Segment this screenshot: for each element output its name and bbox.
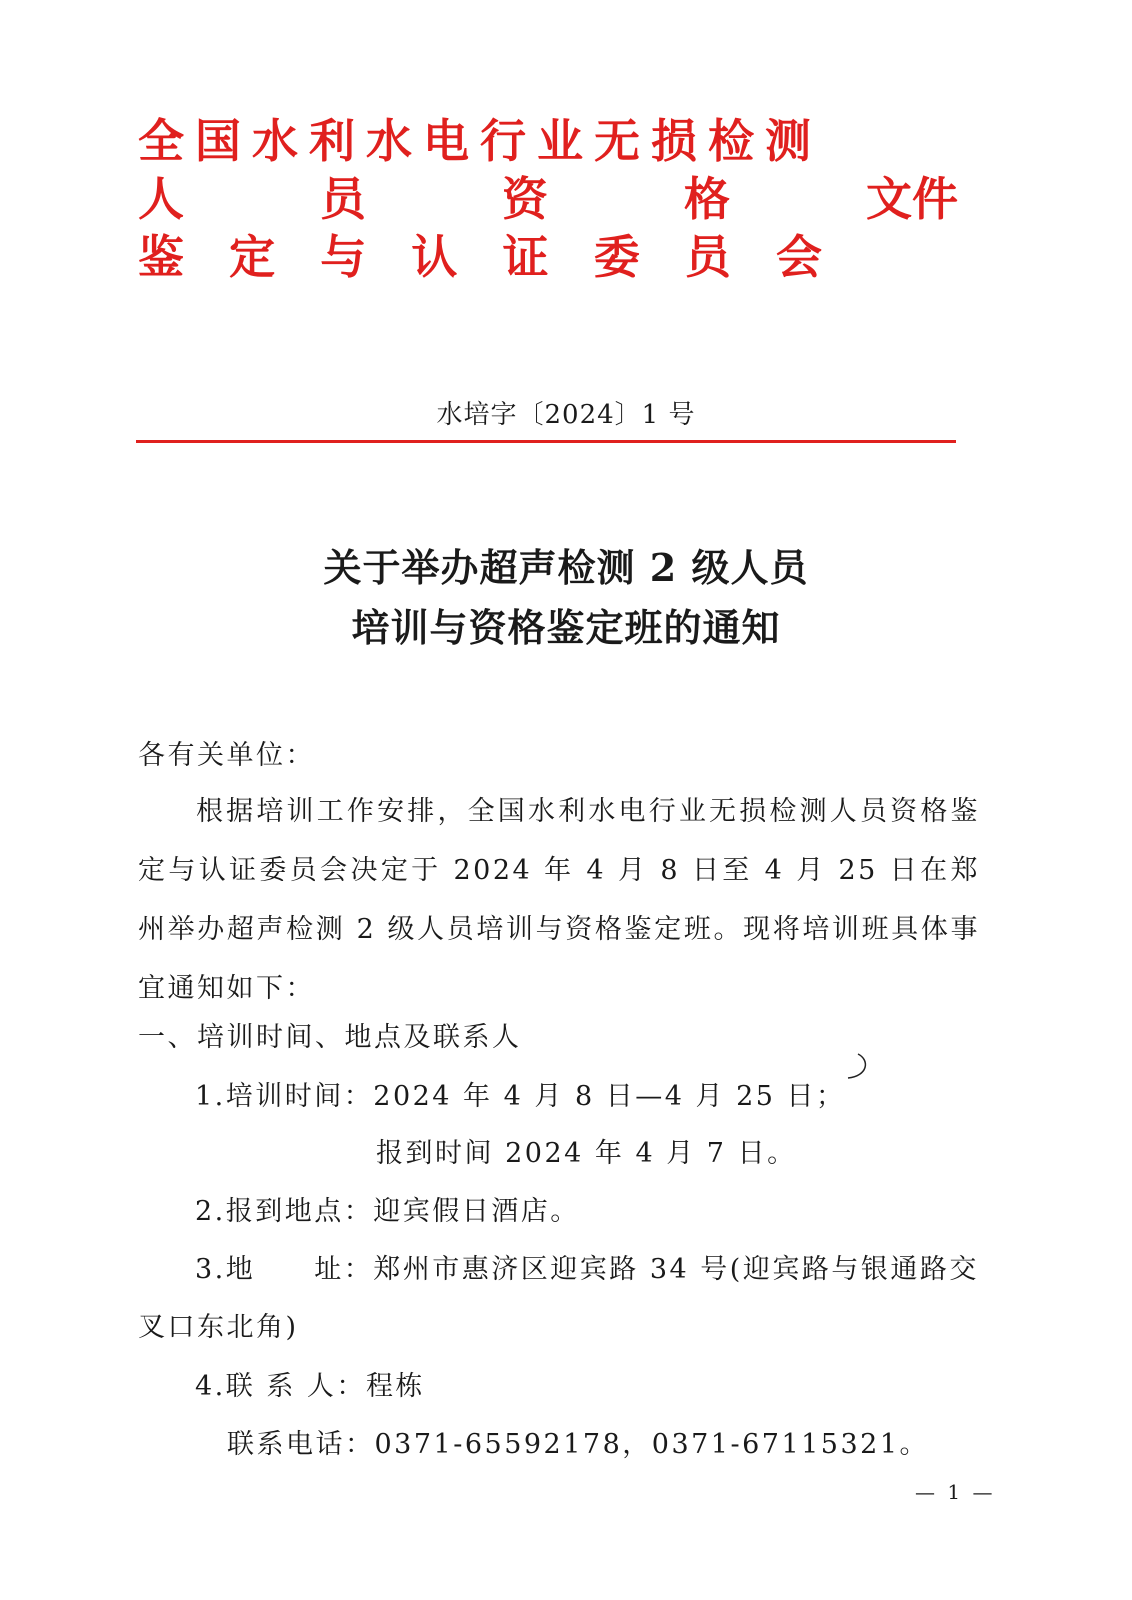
page-number: — 1 — <box>915 1480 996 1504</box>
header-divider <box>136 440 956 443</box>
address-label: 3.地 址： <box>195 1254 374 1285</box>
contact-person-item <box>195 1364 425 1403</box>
header-line-1: 全 国 水 利 水 电 行 业 无 损 检 测 <box>138 114 811 168</box>
document-number: 水培字〔2024〕1 号 <box>436 400 696 430</box>
section-1-heading: 一、培训时间、地点及联系人 <box>138 1022 522 1053</box>
title-line-2: 培训与资格鉴定班的通知 <box>351 605 781 650</box>
checkin-place-value: 迎宾假日酒店。 <box>373 1196 580 1227</box>
checkin-time: 报到时间 2024 年 4 月 7 日。 <box>376 1138 797 1169</box>
address-continuation: 叉口东北角) <box>138 1312 299 1343</box>
header-line-3: 鉴 定 与 认 证 委 员 会 <box>138 230 822 284</box>
contact-phone-label: 联系电话： <box>227 1429 375 1460</box>
contact-phone-value: 0371-65592178，0371-67115321。 <box>374 1429 930 1460</box>
issuing-authority-header <box>138 112 958 286</box>
address-value: 郑州市惠济区迎宾路 34 号(迎宾路与银通路交 <box>373 1254 979 1285</box>
checkin-place-item <box>195 1189 580 1228</box>
salutation: 各有关单位： <box>138 740 315 771</box>
contact-person-label: 4.联 系 人： <box>195 1371 366 1402</box>
contact-person-value: 程栋 <box>365 1371 425 1402</box>
header-line-2: 人 员 资 格 文件 <box>138 172 958 226</box>
intro-paragraph: 根据培训工作安排，全国水利水电行业无损检测人员资格鉴定与认证委员会决定于 2024 年 4 月 8 日至 4 月 25 日在郑州举办超声检测 2 级人员培训与资格鉴定班。现将培训班具体事宜通知如下： <box>138 796 980 1004</box>
training-time-label: 1.培训时间： <box>195 1081 374 1112</box>
title-line-1: 关于举办超声检测 2 级人员 <box>323 545 809 590</box>
notice-title <box>0 538 1132 658</box>
address-item <box>195 1247 979 1286</box>
checkin-place-label: 2.报到地点： <box>195 1196 374 1227</box>
contact-phone-item <box>227 1422 929 1461</box>
pen-mark <box>840 1050 880 1090</box>
training-time-item <box>195 1074 846 1113</box>
training-time-value: 2024 年 4 月 8 日—4 月 25 日； <box>373 1081 846 1112</box>
